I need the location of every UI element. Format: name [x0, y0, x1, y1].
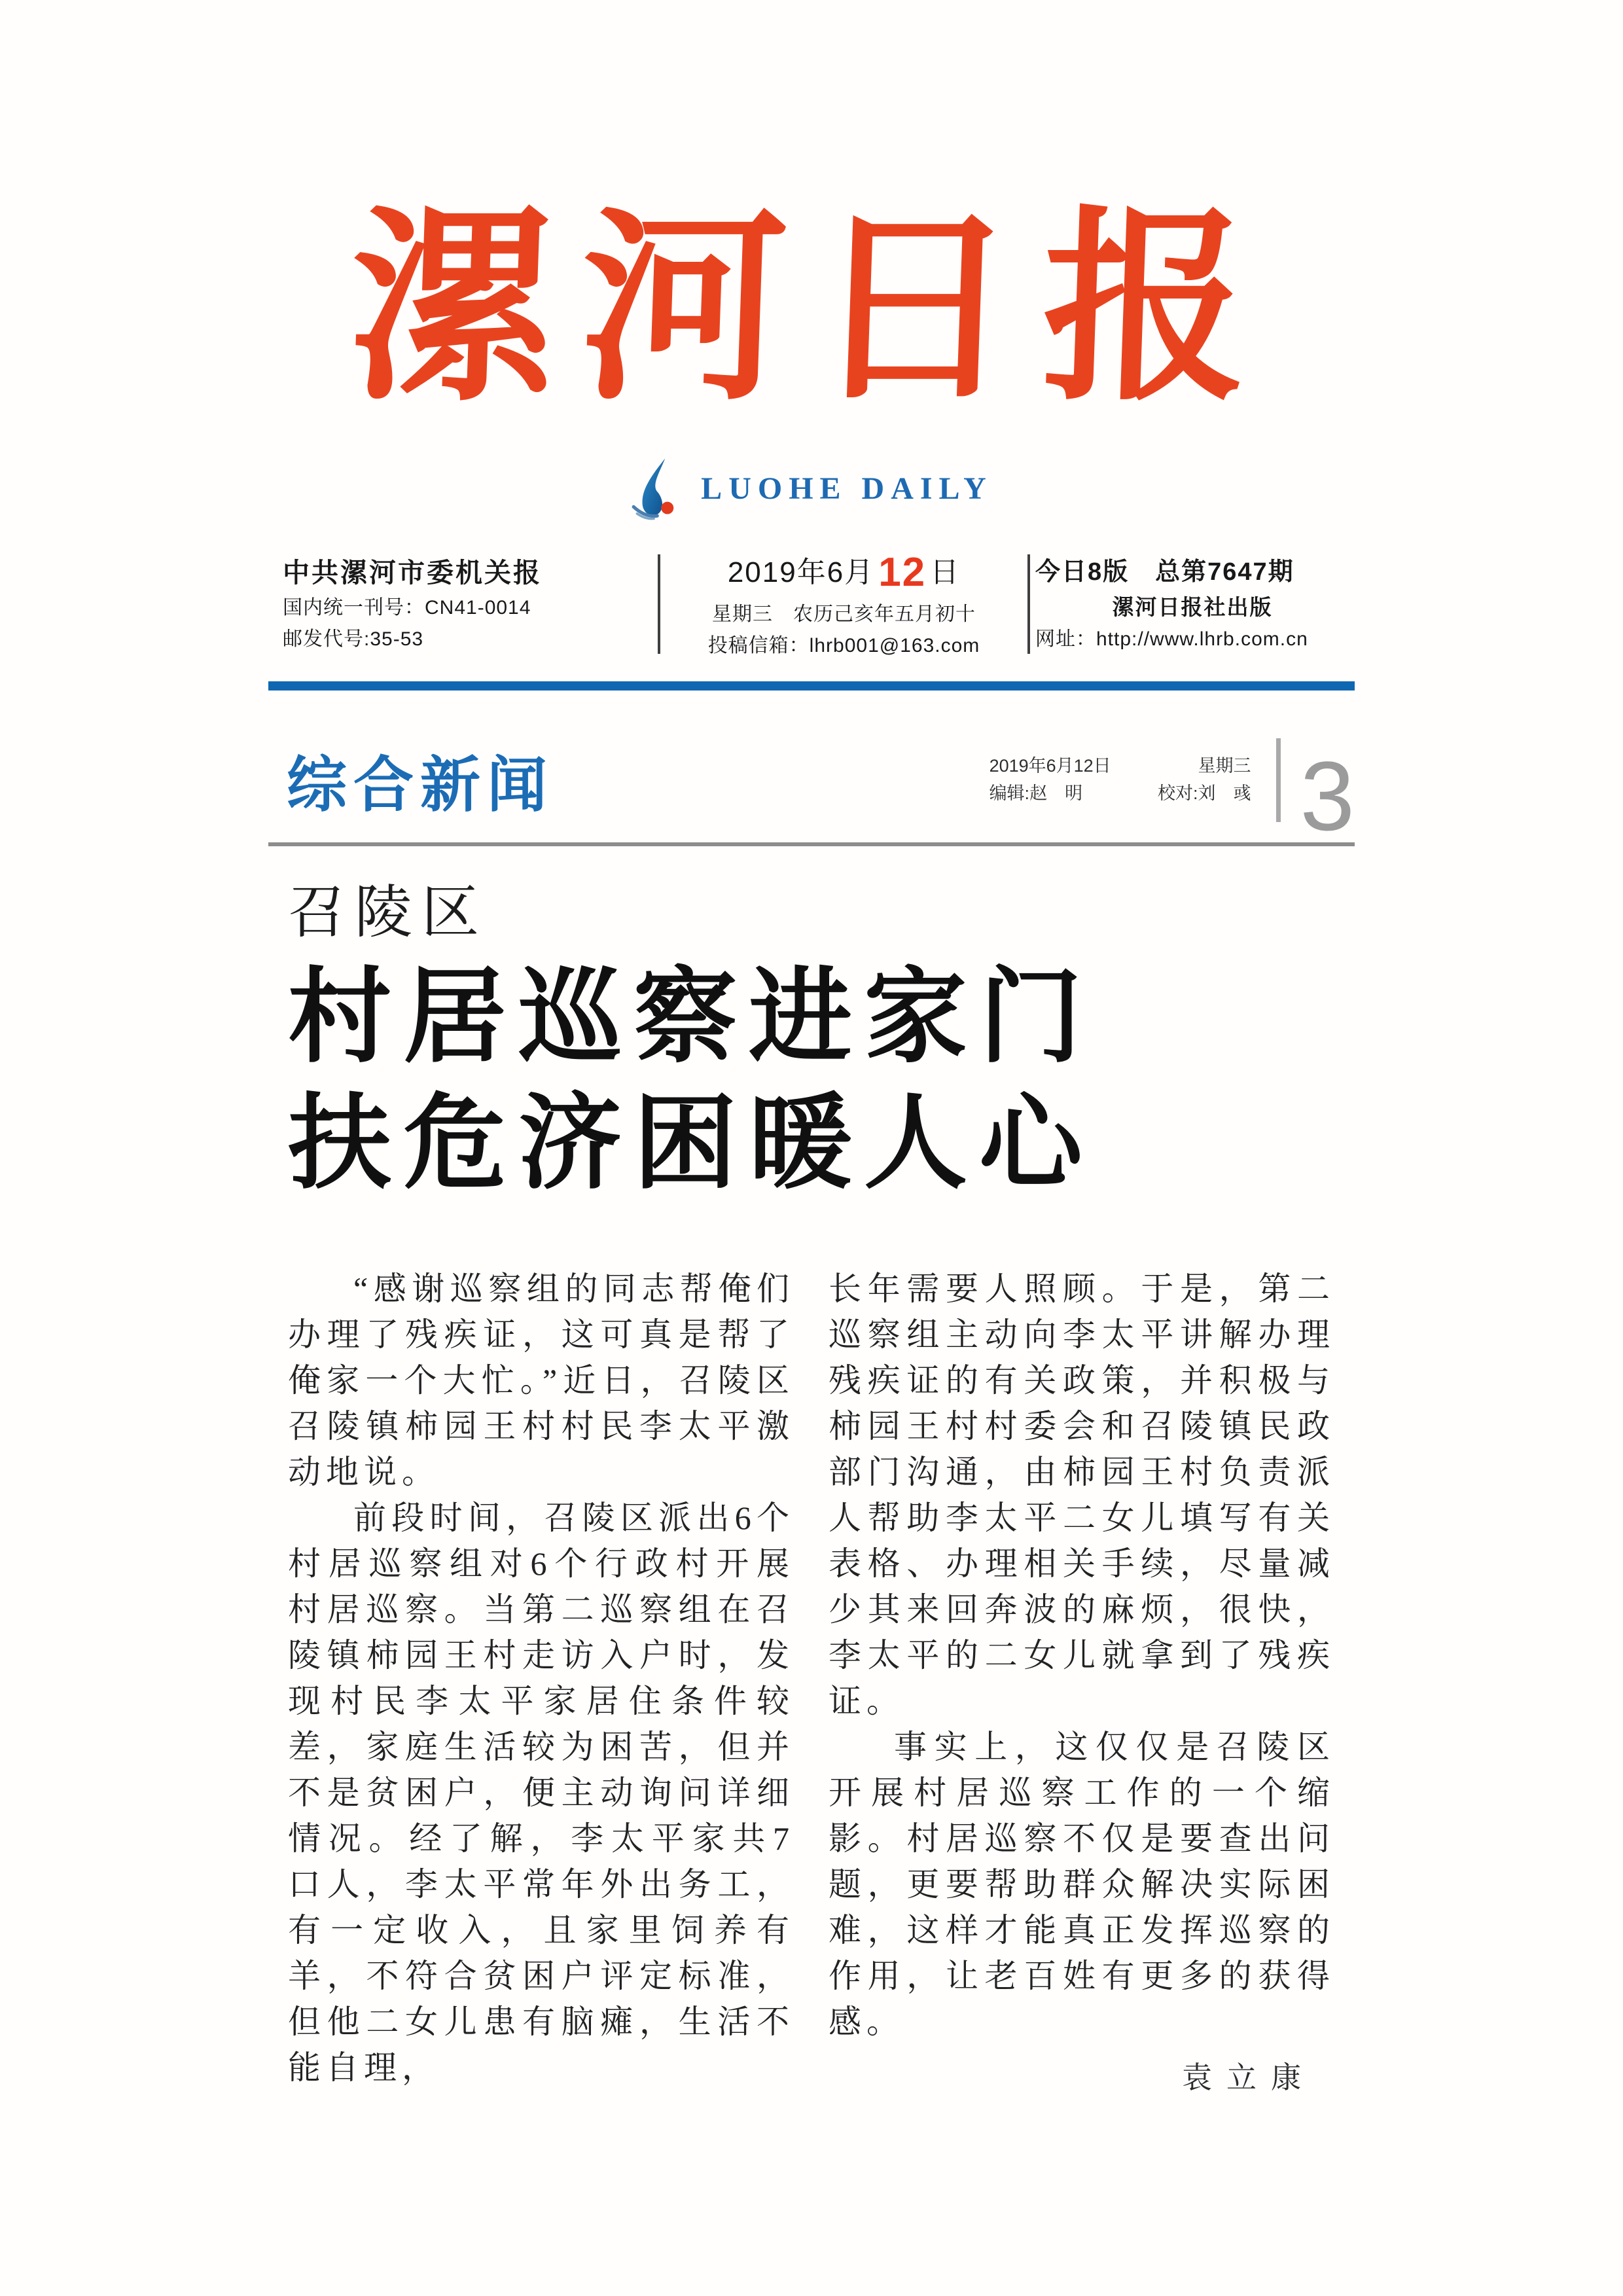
gray-horizontal-rule	[268, 842, 1355, 846]
article	[268, 880, 1355, 2097]
paragraph: 前段时间，召陵区派出6个村居巡察组对6个行政村开展村居巡察。当第二巡察组在召陵镇柿园王村走访入户时，发现村民李太平家居住条件较差，家庭生活较为困苦，但并不是贫困户，便主动询问详细情况。经了解，李太平家共7口人，李太平常年外出务工，有一定收入，且家里饲养有羊，不符合贫困户评定标准，但他二女儿患有脑瘫，生活不能自理，	[288, 1499, 794, 2086]
blue-horizontal-rule	[268, 681, 1355, 691]
date-info-block	[666, 547, 1022, 662]
headline-line-1: 村居巡察进家门	[288, 961, 1094, 1076]
section-meta	[990, 753, 1251, 808]
logo-wordmark: LUOHE DAILY	[701, 471, 993, 506]
submission-email: 投稿信箱：lhrb001@163.com	[707, 635, 980, 656]
page-number: 3	[1300, 741, 1355, 851]
lunar-date: 星期三 农历己亥年五月初十	[712, 603, 976, 625]
section-meta-row-2	[990, 780, 1251, 808]
date-suffix: 日	[930, 556, 961, 588]
page-content	[268, 0, 1355, 2097]
article-byline: 袁立康	[1182, 2060, 1315, 2094]
article-body	[288, 1266, 1335, 2097]
date-prefix: 2019年6月	[727, 556, 875, 588]
org-title: 中共漯河市委机关报	[283, 557, 542, 588]
issn-number: 国内统一刊号：CN41-0014	[283, 596, 531, 619]
vertical-divider	[658, 554, 660, 654]
publication-info-block	[268, 547, 652, 662]
masthead	[268, 167, 1355, 524]
page-number-divider	[1276, 738, 1281, 822]
paragraph: 事实上，这仅仅是召陵区开展村居巡察工作的一个缩影。村居巡察不仅是要查出问题，更要帮助群众解决实际困难，这样才能真正发挥巡察的作用，让老百姓有更多的获得感。	[829, 1728, 1335, 2040]
date-day: 12	[878, 550, 927, 595]
article-headline	[288, 956, 1335, 1208]
section-meta-row-1	[990, 753, 1251, 780]
logo-row	[268, 452, 1355, 524]
section-date: 2019年6月12日	[989, 756, 1111, 776]
paragraph: “感谢巡察组的同志帮俺们办理了残疾证，这可真是帮了俺家一个大忙。”近日，召陵区召陵镇柿园王村村民李太平激动地说。	[288, 1270, 794, 1490]
article-column-1	[288, 1266, 794, 2097]
masthead-calligraphy-title: 漯河日报	[345, 187, 1278, 429]
info-bar	[268, 547, 1355, 662]
issue-date	[728, 552, 960, 593]
section-weekday: 星期三	[1198, 756, 1251, 776]
editor-credit: 编辑:赵 明	[989, 783, 1083, 803]
article-kicker: 召陵区	[288, 882, 489, 945]
publisher: 漯河日报社出版	[1112, 594, 1273, 619]
section-bar	[268, 725, 1355, 851]
headline-line-2: 扶危济困暖人心	[288, 1086, 1094, 1202]
issue-info-block	[1035, 547, 1355, 662]
paragraph-continuation: 长年需要人照顾。于是，第二巡察组主动向李太平讲解办理残疾证的有关政策，并积极与柿园王村村委会和召陵镇民政部门沟通，由柿园王村负责派人帮助李太平二女儿填写有关表格、办理相关手续，尽量减少其来回奔波的麻烦，很快，李太平的二女儿就拿到了残疾证。	[829, 1270, 1335, 1719]
proofreader-credit: 校对:刘 彧	[1158, 783, 1251, 803]
vertical-divider	[1027, 554, 1030, 654]
postal-code: 邮发代号:35-53	[283, 628, 424, 650]
website-url: 网址：http://www.lhrb.com.cn	[1035, 628, 1308, 650]
article-column-2	[829, 1266, 1335, 2097]
sail-flame-logo-icon	[630, 454, 687, 522]
section-title: 综合新闻	[287, 749, 554, 820]
issue-number: 今日8版 总第7647期	[1035, 558, 1294, 586]
